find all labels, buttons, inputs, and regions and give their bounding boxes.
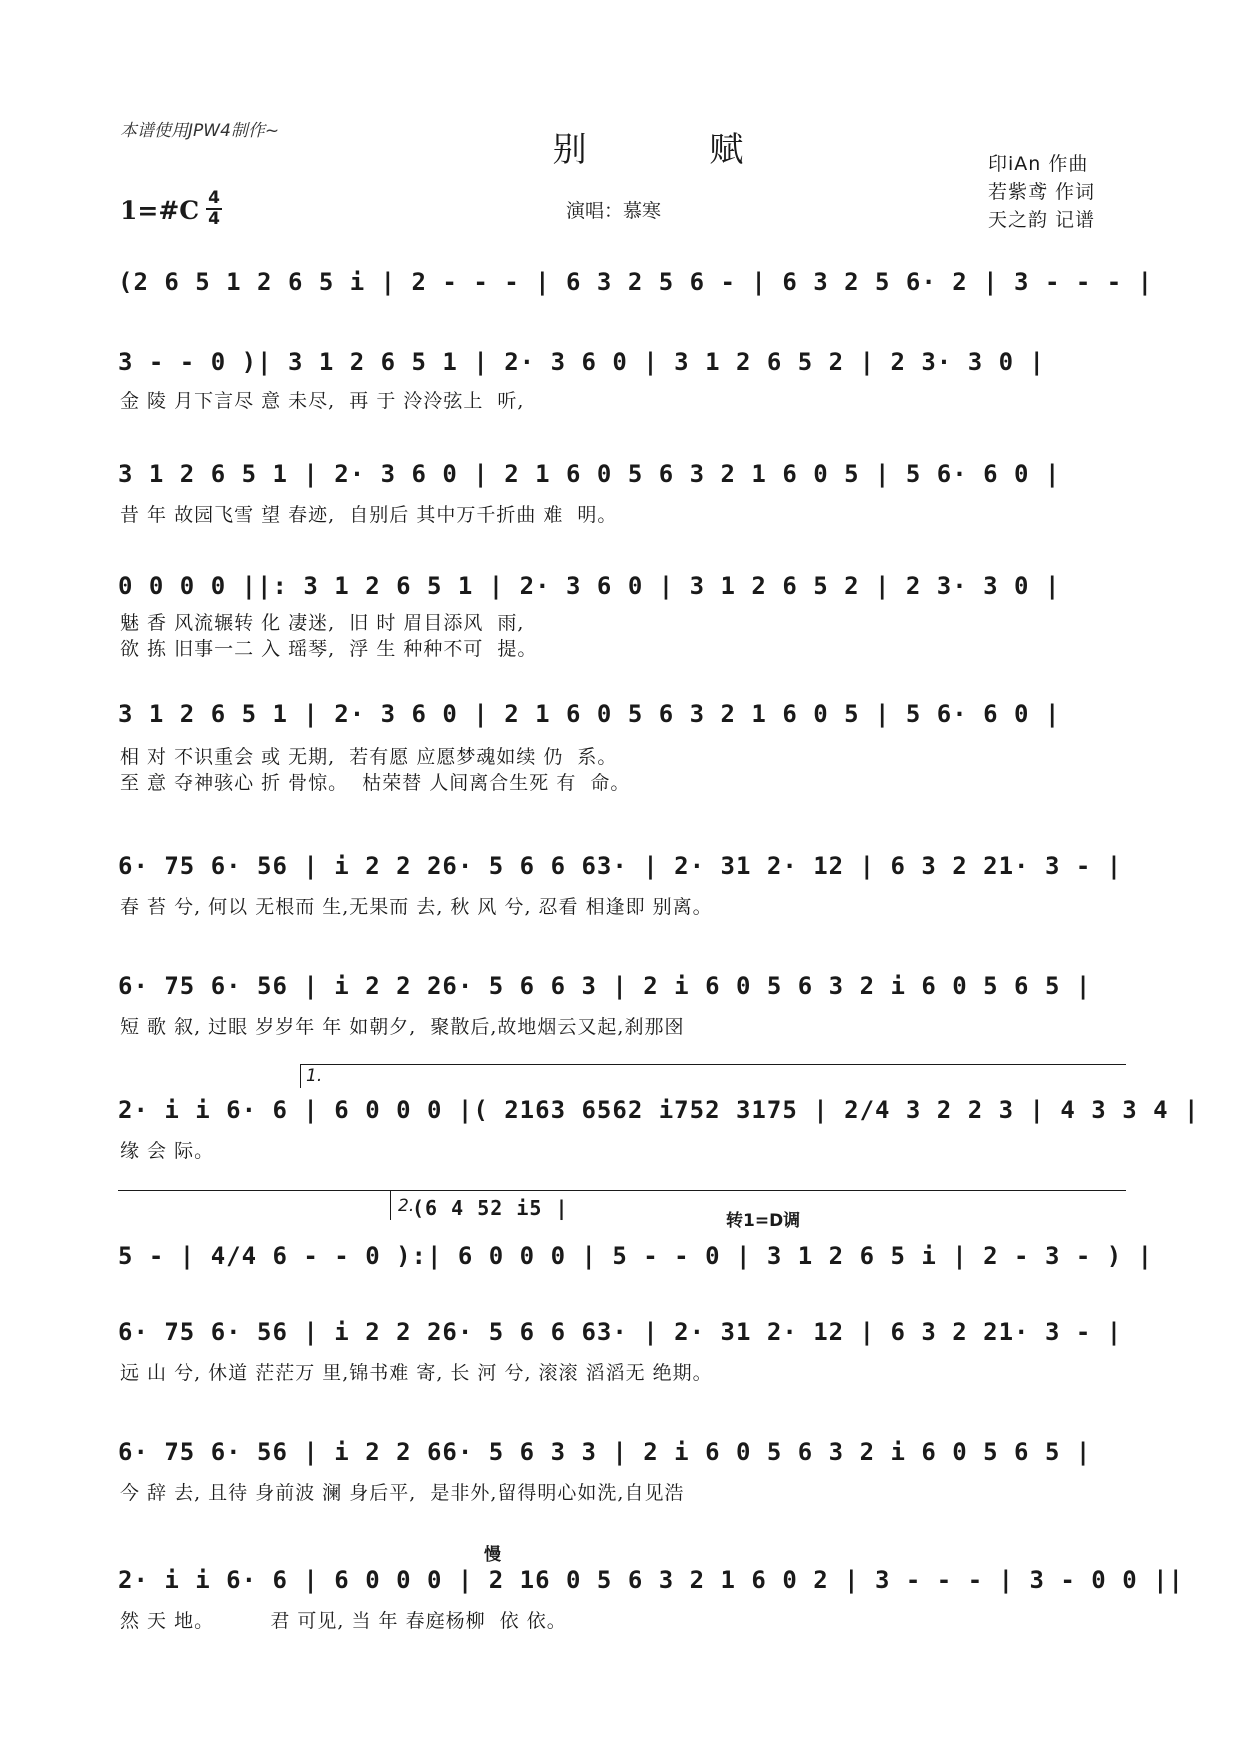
volta-1-label: 1. xyxy=(306,1066,323,1086)
notes-row-8: 2· i i 6· 6 | 6 0 0 0 |( 2163 6562 i752 3175 | 2/4 3 2 2 3 | 4 3 3 4 | xyxy=(118,1096,1200,1124)
notes-row-12: 2· i i 6· 6 | 6 0 0 0 | 2 16 0 5 6 3 2 1 6 0 2 | 3 - - - | 3 - 0 0 || xyxy=(118,1566,1184,1594)
alternate-ending-notes: (6 4 52 i5 | xyxy=(412,1196,569,1220)
composer: 印iAn 作曲 xyxy=(988,153,1089,175)
modulation-mark: 转1=D调 xyxy=(726,1211,801,1231)
volta-2-label: 2. xyxy=(398,1196,415,1216)
notes-row-1: (2 6 5 1 2 6 5 i | 2 - - - | 6 3 2 5 6 - | 6 3 2 5 6· 2 | 3 - - - | xyxy=(118,268,1154,296)
tool-note: 本谱使用JPW4制作~ xyxy=(120,121,280,141)
notes-row-4: 0 0 0 0 ||: 3 1 2 6 5 1 | 2· 3 6 0 | 3 1 2 6 5 2 | 2 3· 3 0 | xyxy=(118,572,1061,600)
lyricist: 若紫鸢 作词 xyxy=(988,181,1096,203)
tempo-mark: 慢 xyxy=(484,1545,501,1565)
notes-row-2: 3 - - 0 )| 3 1 2 6 5 1 | 2· 3 6 0 | 3 1 2 6 5 2 | 2 3· 3 0 | xyxy=(118,348,1045,376)
notes-row-6: 6· 75 6· 56 | i 2 2 26· 5 6 6 63· | 2· 31 2· 12 | 6 3 2 21· 3 - | xyxy=(118,852,1123,880)
time-signature xyxy=(206,190,222,228)
lyric-row-4-verse-1: 魅 香 风流辗转 化 凄迷, 旧 时 眉目添风 雨, xyxy=(120,612,525,634)
lyric-row-12: 然 天 地。 君 可见, 当 年 春庭杨柳 依 依。 xyxy=(120,1610,567,1632)
lyric-row-11: 今 辞 去, 且待 身前波 澜 身后平, 是非外,留得明心如洗,自见浩 xyxy=(120,1482,685,1504)
lyric-row-4-verse-2: 欲 拣 旧事一二 入 瑶琴, 浮 生 种种不可 提。 xyxy=(120,638,538,660)
lyric-row-3: 昔 年 故园飞雪 望 春迹, 自别后 其中万千折曲 难 明。 xyxy=(120,504,618,526)
lyric-row-10: 远 山 兮, 休道 茫茫万 里,锦书难 寄, 长 河 兮, 滚滚 滔滔无 绝期。 xyxy=(120,1362,713,1384)
repeat-line xyxy=(118,1190,1126,1191)
notes-row-9: 5 - | 4/4 6 - - 0 ):| 6 0 0 0 | 5 - - 0 | 3 1 2 6 5 i | 2 - 3 - ) | xyxy=(118,1242,1154,1270)
notes-row-10: 6· 75 6· 56 | i 2 2 26· 5 6 6 63· | 2· 31 2· 12 | 6 3 2 21· 3 - | xyxy=(118,1318,1123,1346)
lyric-row-5-verse-1: 相 对 不识重会 或 无期, 若有愿 应愿梦魂如续 仍 系。 xyxy=(120,746,618,768)
lyric-row-5-verse-2: 至 意 夺神骇心 折 骨惊。 枯荣替 人间离合生死 有 命。 xyxy=(120,772,631,794)
volta-bracket-2 xyxy=(390,1190,391,1220)
time-signature-bottom: 4 xyxy=(208,209,220,229)
key-signature: 1=#C xyxy=(120,196,200,225)
notes-row-11: 6· 75 6· 56 | i 2 2 66· 5 6 3 3 | 2 i 6 0 5 6 3 2 i 6 0 5 6 5 | xyxy=(118,1438,1092,1466)
lyric-row-2: 金 陵 月下言尽 意 未尽, 再 于 泠泠弦上 听, xyxy=(120,390,525,412)
volta-line-1 xyxy=(300,1064,1126,1065)
lyric-row-8: 缘 会 际。 xyxy=(120,1140,215,1162)
notes-row-7: 6· 75 6· 56 | i 2 2 26· 5 6 6 3 | 2 i 6 0 5 6 3 2 i 6 0 5 6 5 | xyxy=(118,972,1092,1000)
singer: 演唱：慕寒 xyxy=(566,200,662,222)
credits xyxy=(988,150,1095,234)
volta-bracket-1 xyxy=(300,1064,301,1088)
transcriber: 天之韵 记谱 xyxy=(988,209,1096,231)
page-title: 别 赋 xyxy=(552,130,800,170)
notes-row-3: 3 1 2 6 5 1 | 2· 3 6 0 | 2 1 6 0 5 6 3 2 1 6 0 5 | 5 6· 6 0 | xyxy=(118,460,1061,488)
notes-row-5: 3 1 2 6 5 1 | 2· 3 6 0 | 2 1 6 0 5 6 3 2 1 6 0 5 | 5 6· 6 0 | xyxy=(118,700,1061,728)
time-signature-top: 4 xyxy=(208,188,220,208)
lyric-row-6: 春 苔 兮, 何以 无根而 生,无果而 去, 秋 风 兮, 忍看 相逢即 别离。 xyxy=(120,896,713,918)
lyric-row-7: 短 歌 叙, 过眼 岁岁年 年 如朝夕, 聚散后,故地烟云又起,刹那囹 xyxy=(120,1016,685,1038)
